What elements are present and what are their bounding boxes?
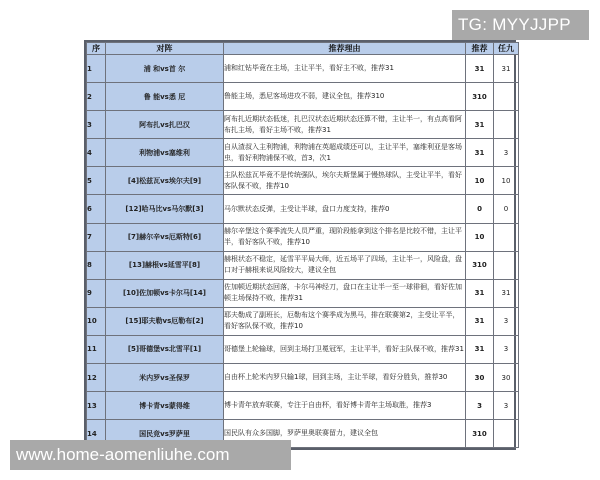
row-number: 10 <box>87 307 106 335</box>
renjiu-value: 3 <box>494 307 519 335</box>
row-number: 7 <box>87 223 106 251</box>
pick-value: 31 <box>466 111 494 139</box>
header-renjiu: 任九 <box>494 43 519 55</box>
renjiu-value <box>494 83 519 111</box>
renjiu-value: 30 <box>494 364 519 392</box>
row-number: 3 <box>87 111 106 139</box>
pick-value: 3 <box>466 392 494 420</box>
watermark-telegram: TG: MYYJJPP <box>452 10 589 40</box>
table-row <box>87 111 519 139</box>
match-teams: [13]赫根vs延雪平[8] <box>106 251 224 279</box>
table-row <box>87 335 519 363</box>
renjiu-value: 3 <box>494 335 519 363</box>
table-row <box>87 83 519 111</box>
row-number: 8 <box>87 251 106 279</box>
row-number: 9 <box>87 279 106 307</box>
pick-reason: 自由杯上轮米内罗只输1球，回到主场，主让半球，看好分胜负，推荐30 <box>224 364 466 392</box>
watermark-website: www.home-aomenliuhe.com <box>10 440 291 470</box>
match-teams: 利物浦vs塞维利 <box>106 139 224 167</box>
table-header-row <box>87 43 519 55</box>
renjiu-value: 31 <box>494 279 519 307</box>
pick-reason: 国民队有众多国脚，罗萨里奥联赛留力，建议全包 <box>224 420 466 448</box>
row-number: 6 <box>87 195 106 223</box>
row-number: 13 <box>87 392 106 420</box>
header-match: 对阵 <box>106 43 224 55</box>
pick-value: 10 <box>466 223 494 251</box>
header-reason: 推荐理由 <box>224 43 466 55</box>
renjiu-value <box>494 223 519 251</box>
pick-reason: 自从渣叔入主利物浦，利物浦在英超成绩还可以，主让平半，塞维利亚是客场虫，看好利物浦保不败，首3，次1 <box>224 139 466 167</box>
match-teams: 浦 和vs首 尔 <box>106 55 224 83</box>
pick-reason: 哥德堡上轮输球，回到主场打卫冕冠军，主让平半，看好主队保不败，推荐31 <box>224 335 466 363</box>
match-teams: 阿布扎vs扎巴汉 <box>106 111 224 139</box>
pick-value: 310 <box>466 420 494 448</box>
row-number: 1 <box>87 55 106 83</box>
header-pick: 推荐 <box>466 43 494 55</box>
table-row <box>87 55 519 83</box>
pick-reason: 马尔默状态反弹，主受让半球，盘口力度支持，推荐0 <box>224 195 466 223</box>
match-teams: 米内罗vs圣保罗 <box>106 364 224 392</box>
pick-value: 31 <box>466 307 494 335</box>
lottery-pick-table-container <box>84 40 516 450</box>
pick-value: 31 <box>466 55 494 83</box>
match-teams: [4]松兹瓦vs埃尔夫[9] <box>106 167 224 195</box>
match-teams: [5]哥德堡vs北雪平[1] <box>106 335 224 363</box>
renjiu-value <box>494 111 519 139</box>
row-number: 11 <box>87 335 106 363</box>
renjiu-value: 31 <box>494 55 519 83</box>
renjiu-value: 10 <box>494 167 519 195</box>
table-row <box>87 279 519 307</box>
pick-value: 31 <box>466 279 494 307</box>
match-teams: 博卡青vs蒙得维 <box>106 392 224 420</box>
table-row <box>87 223 519 251</box>
header-no: 序 <box>87 43 106 55</box>
table-row <box>87 167 519 195</box>
pick-reason: 赫尔辛堡这个赛季流失人员严重，现阶段能拿到这个排名是比较不错，主让平半，看好客队不败，推荐10 <box>224 223 466 251</box>
pick-value: 30 <box>466 364 494 392</box>
pick-reason: 浦和红钻毕竟在主场，主让平半，看好主不败，推荐31 <box>224 55 466 83</box>
pick-reason: 佐加顿近期状态回落，卡尔马神经刀，盘口在主让半一至一球徘徊，看好佐加顿主场保持不败，推荐31 <box>224 279 466 307</box>
renjiu-value <box>494 420 519 448</box>
match-teams: 鲁 能vs悉 尼 <box>106 83 224 111</box>
table-row <box>87 195 519 223</box>
table-row <box>87 392 519 420</box>
pick-value: 31 <box>466 139 494 167</box>
renjiu-value: 0 <box>494 195 519 223</box>
pick-reason: 博卡青年放弃联赛，专注于自由杯，看好博卡青年主场取胜，推荐3 <box>224 392 466 420</box>
row-number: 4 <box>87 139 106 167</box>
table-row <box>87 364 519 392</box>
pick-reason: 鲁能主场，悉尼客场进攻不弱，建议全包，推荐310 <box>224 83 466 111</box>
row-number: 12 <box>87 364 106 392</box>
pick-value: 31 <box>466 335 494 363</box>
renjiu-value: 3 <box>494 392 519 420</box>
pick-reason: 赫根状态不稳定，延雪平平局大师，近五场平了四场，主让半一，风险盘，盘口对于赫根来说风险较大，建议全包 <box>224 251 466 279</box>
pick-value: 10 <box>466 167 494 195</box>
lottery-pick-table <box>86 42 519 448</box>
match-teams: [15]耶夫勒vs厄勒布[2] <box>106 307 224 335</box>
renjiu-value <box>494 251 519 279</box>
match-teams: [7]赫尔辛vs厄斯特[6] <box>106 223 224 251</box>
renjiu-value: 3 <box>494 139 519 167</box>
pick-value: 310 <box>466 83 494 111</box>
table-row <box>87 139 519 167</box>
pick-reason: 阿布扎近期状态低迷，扎巴汉状态近期状态还算不错，主让半一，有点高看阿布扎主场，看好主场不败，推荐31 <box>224 111 466 139</box>
pick-reason: 主队松兹瓦毕竟不是传统强队，埃尔夫斯堡属于慢热球队，主受让平半，看好客队保不败，推荐10 <box>224 167 466 195</box>
pick-value: 0 <box>466 195 494 223</box>
pick-value: 310 <box>466 251 494 279</box>
match-teams: [12]哈马比vs马尔默[3] <box>106 195 224 223</box>
match-teams: [10]佐加顿vs卡尔马[14] <box>106 279 224 307</box>
table-row <box>87 251 519 279</box>
row-number: 2 <box>87 83 106 111</box>
match-teams: 国民竞vs罗萨里 <box>106 420 224 448</box>
row-number: 14 <box>87 420 106 448</box>
row-number: 5 <box>87 167 106 195</box>
pick-reason: 耶夫勒成了副班长，厄勒布这个赛季成为黑马，排在联赛第2，主受让平半，看好客队保不败，推荐10 <box>224 307 466 335</box>
table-row <box>87 307 519 335</box>
